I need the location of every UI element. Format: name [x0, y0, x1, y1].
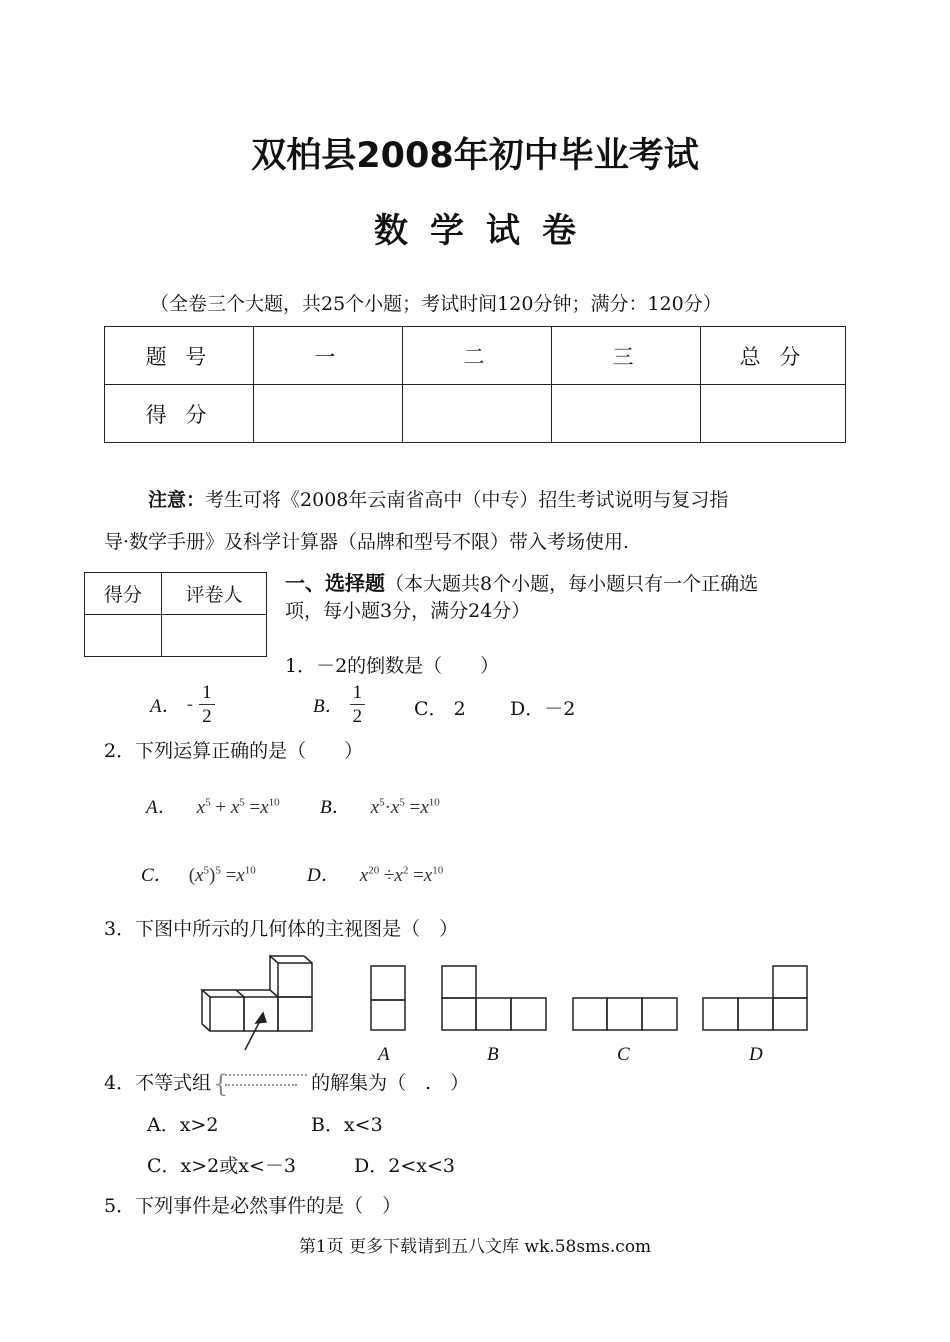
q2-a-expr: $x^5 + x^5 =x^{10}$: [196, 796, 280, 818]
q4-stem-post: 的解集为（ . ）: [311, 1072, 470, 1094]
section1-desc-2: 项，每小题3分，满分24分）: [285, 600, 531, 622]
q3-label-b: B: [487, 1044, 499, 1065]
exam-info: （全卷三个大题，共25个小题；考试时间120分钟；满分：120分）: [150, 293, 722, 315]
grader-name-header: 评卷人: [162, 573, 267, 615]
q2-a-label: A．: [146, 797, 177, 818]
q4-system-image: {: [211, 1074, 311, 1094]
q2-d-label: D．: [307, 865, 340, 886]
notice-label: 注意：: [148, 489, 206, 511]
grader-score-header: 得分: [85, 573, 162, 615]
q1-a-den: 2: [202, 706, 212, 727]
q3-figures: [190, 950, 830, 1060]
q3-stem: 3．下图中所示的几何体的主视图是（ ）: [104, 918, 459, 940]
q1-stem: 1．－2的倒数是（ ）: [285, 655, 500, 677]
q3-label-a: A: [378, 1044, 390, 1065]
score-input-cell[interactable]: [701, 385, 846, 443]
score-table: [104, 326, 846, 443]
notice-text-1: 考生可将《2008年云南省高中（中专）招生考试说明与复习指: [205, 489, 729, 511]
q4-stem: [104, 1068, 470, 1098]
q1-option-d: D．－2: [510, 698, 576, 720]
section1-heading: 一、选择题: [285, 571, 385, 595]
q4-option-d: D．2<x<3: [354, 1155, 455, 1177]
score-header-cell: 二: [403, 327, 552, 385]
exam-subtitle: 数学试卷: [374, 211, 598, 251]
score-header-cell: 一: [254, 327, 403, 385]
q2-option-c: [141, 860, 256, 887]
q4-option-c: C．x>2或x<－3: [147, 1155, 296, 1177]
grader-name-cell[interactable]: [162, 615, 267, 657]
q4-stem-pre: 4．不等式组: [104, 1072, 212, 1094]
q1-b-den: 2: [352, 706, 363, 727]
q2-d-expr: $x^{20} \div x^2 =x^{10}$: [359, 864, 444, 886]
q1-a-label: A．: [150, 696, 181, 717]
q2-stem: 2．下列运算正确的是（ ）: [104, 740, 364, 762]
section1-desc-1: （本大题共8个小题，每小题只有一个正确选: [385, 573, 759, 595]
grader-score-cell[interactable]: [85, 615, 162, 657]
score-row-label: 得 分: [105, 385, 254, 443]
section1-heading-line: [285, 567, 758, 596]
q2-option-b: [320, 792, 440, 819]
q2-c-expr: $(x^5)^5 =x^{10}$: [188, 864, 256, 886]
q3-solid-figure: [202, 956, 312, 1050]
score-header-cell: 总 分: [701, 327, 846, 385]
q3-option-c-figure: [573, 998, 677, 1030]
q3-label-d: D: [749, 1044, 763, 1065]
q4-option-b: B．x<3: [311, 1114, 383, 1136]
score-input-cell[interactable]: [254, 385, 403, 443]
q1-a-num: 1: [199, 683, 215, 705]
q2-c-label: C．: [141, 865, 173, 886]
q3-option-a-figure: [371, 966, 405, 1030]
q4-option-a: A．x>2: [147, 1114, 219, 1136]
q1-a-fraction: [199, 683, 215, 726]
q1-option-b: [313, 683, 365, 726]
q1-option-c: C． 2: [414, 698, 466, 720]
q3-option-b-figure: [442, 966, 546, 1030]
score-header-cell: 三: [552, 327, 701, 385]
notice-line-1: [148, 485, 728, 512]
q1-b-num: 1: [350, 683, 366, 705]
q1-b-fraction: [350, 683, 366, 726]
score-input-cell[interactable]: [552, 385, 701, 443]
q5-stem: 5．下列事件是必然事件的是（ ）: [104, 1195, 402, 1217]
q3-label-c: C: [617, 1044, 630, 1065]
grader-table: [84, 572, 267, 657]
score-header-cell: 题 号: [105, 327, 254, 385]
q2-b-expr: $x^5\cdot x^5 =x^{10}$: [370, 796, 440, 818]
exam-title: 双柏县2008年初中毕业考试: [251, 136, 699, 176]
q1-option-a: [150, 683, 215, 733]
q1-a-sign: -: [186, 693, 194, 716]
q1-b-label: B．: [313, 696, 344, 717]
score-input-cell[interactable]: [403, 385, 552, 443]
notice-line-2: 导·数学手册》及科学计算器（品牌和型号不限）带入考场使用.: [104, 531, 630, 553]
q2-b-label: B．: [320, 797, 351, 818]
q2-option-a: [146, 792, 280, 819]
q3-option-d-figure: [703, 966, 807, 1030]
page-footer: 第1页 更多下载请到五八文库 wk.58sms.com: [298, 1237, 652, 1257]
q2-option-d: [307, 860, 443, 887]
